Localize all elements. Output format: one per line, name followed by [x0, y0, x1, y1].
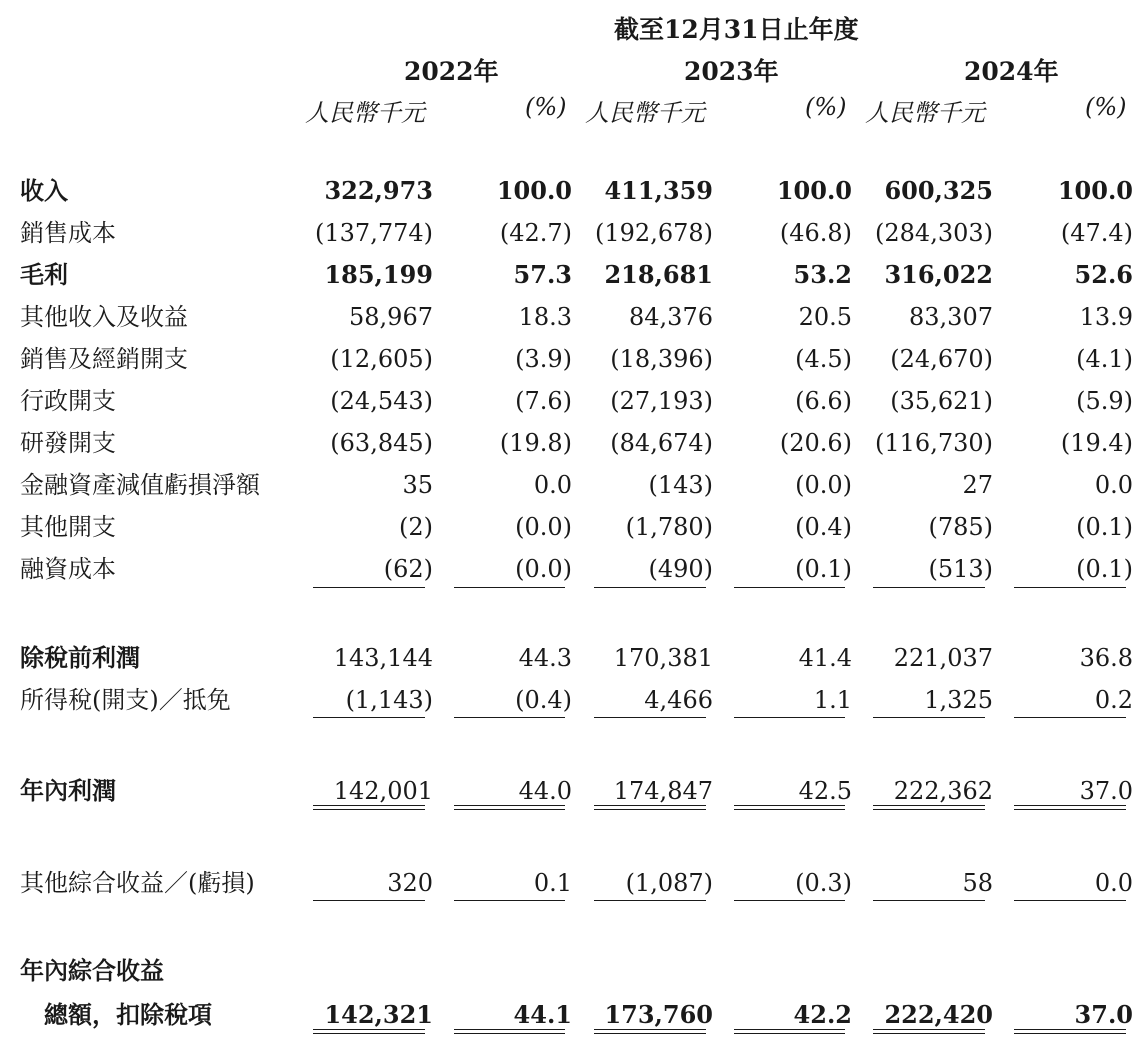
row-label: 除稅前利潤 [20, 643, 140, 672]
cell-amount-2024: 83,307 [909, 303, 993, 331]
underline-rule-amount-2022 [313, 900, 425, 901]
double-rule-amount-2023 [594, 805, 706, 810]
cell-amount-2022: 322,973 [324, 176, 433, 205]
unit-pct-2022: (%) [525, 93, 567, 121]
cell-pct-2022: (42.7) [499, 219, 572, 247]
double-rule-pct-2022 [454, 805, 565, 810]
row-label: 行政開支 [20, 387, 116, 415]
cell-pct-2024: 52.6 [1074, 260, 1133, 289]
year-2022-header: 2022年 [404, 57, 499, 86]
row-label: 所得稅(開支)／抵免 [20, 686, 231, 714]
row-label: 毛利 [20, 260, 68, 289]
unit-amount-2024: 人民幣千元 [865, 99, 985, 127]
cell-amount-2022: (12,605) [330, 345, 433, 373]
underline-rule-amount-2023 [594, 587, 706, 588]
cell-pct-2023: (0.3) [795, 869, 852, 897]
table-row [0, 774, 1146, 808]
cell-amount-2023: (84,674) [610, 429, 713, 457]
cell-pct-2022: 0.0 [533, 471, 572, 499]
table-row [0, 216, 1146, 250]
unit-pct-2024: (%) [1085, 93, 1127, 121]
cell-pct-2022: (3.9) [515, 345, 572, 373]
cell-pct-2023: (46.8) [779, 219, 852, 247]
cell-amount-2022: (63,845) [330, 429, 433, 457]
table-row [0, 300, 1146, 334]
cell-pct-2024: 37.0 [1079, 777, 1133, 805]
cell-pct-2024: 100.0 [1057, 176, 1133, 205]
cell-pct-2024: (0.1) [1076, 555, 1133, 583]
underline-rule-pct-2024 [1014, 900, 1126, 901]
cell-amount-2024: 222,362 [893, 777, 993, 805]
cell-amount-2022: 142,001 [333, 777, 433, 805]
cell-pct-2023: (6.6) [795, 387, 852, 415]
row-label: 其他收入及收益 [20, 303, 188, 331]
cell-pct-2024: 0.0 [1094, 869, 1133, 897]
cell-pct-2023: 1.1 [813, 686, 852, 714]
cell-pct-2022: 100.0 [496, 176, 572, 205]
table-row [0, 510, 1146, 544]
table-row [0, 342, 1146, 376]
underline-rule-pct-2023 [734, 717, 845, 718]
cell-amount-2022: (2) [399, 513, 433, 541]
cell-pct-2023: 42.5 [798, 777, 852, 805]
cell-amount-2024: 600,325 [884, 176, 993, 205]
cell-pct-2022: 0.1 [533, 869, 572, 897]
row-label: 銷售成本 [20, 219, 116, 247]
double-rule-pct-2022 [454, 1029, 565, 1034]
unit-pct-2023: (%) [805, 93, 847, 121]
cell-pct-2024: 13.9 [1079, 303, 1133, 331]
table-row [0, 998, 1146, 1032]
cell-pct-2022: (7.6) [515, 387, 572, 415]
cell-amount-2022: (137,774) [315, 219, 433, 247]
cell-pct-2022: 44.0 [518, 777, 572, 805]
cell-pct-2023: 53.2 [793, 260, 852, 289]
row-label: 其他綜合收益／(虧損) [20, 869, 255, 897]
cell-pct-2023: (0.4) [795, 513, 852, 541]
table-row [0, 258, 1146, 292]
cell-amount-2022: (1,143) [345, 686, 433, 714]
table-row [0, 384, 1146, 418]
cell-amount-2022: (62) [383, 555, 433, 583]
underline-rule-amount-2023 [594, 717, 706, 718]
row-label: 總額，扣除稅項 [20, 1000, 212, 1029]
cell-pct-2023: 42.2 [793, 1000, 852, 1029]
period-header: 截至12月31日止年度 [614, 15, 859, 44]
cell-pct-2024: (5.9) [1076, 387, 1133, 415]
double-rule-amount-2024 [873, 1029, 985, 1034]
double-rule-amount-2022 [313, 805, 425, 810]
table-row [0, 552, 1146, 586]
table-row [0, 954, 1146, 988]
double-rule-amount-2023 [594, 1029, 706, 1034]
double-rule-pct-2023 [734, 1029, 845, 1034]
row-label: 研發開支 [20, 429, 116, 457]
cell-amount-2024: (116,730) [875, 429, 993, 457]
cell-pct-2022: (0.0) [515, 555, 572, 583]
table-row [0, 174, 1146, 208]
underline-rule-amount-2022 [313, 717, 425, 718]
cell-amount-2023: 84,376 [629, 303, 713, 331]
double-rule-pct-2023 [734, 805, 845, 810]
cell-pct-2024: (4.1) [1076, 345, 1133, 373]
cell-pct-2023: (20.6) [779, 429, 852, 457]
cell-amount-2023: (490) [648, 555, 713, 583]
table-row [0, 468, 1146, 502]
cell-pct-2022: 18.3 [518, 303, 572, 331]
table-row [0, 683, 1146, 717]
cell-pct-2023: 41.4 [798, 644, 852, 672]
cell-pct-2022: (19.8) [499, 429, 572, 457]
underline-rule-amount-2024 [873, 717, 985, 718]
cell-amount-2023: 174,847 [613, 777, 713, 805]
cell-pct-2024: 37.0 [1074, 1000, 1133, 1029]
row-label: 金融資產減值虧損淨額 [20, 471, 260, 499]
cell-pct-2023: 100.0 [776, 176, 852, 205]
cell-amount-2023: (1,780) [625, 513, 713, 541]
cell-pct-2024: (19.4) [1060, 429, 1133, 457]
double-rule-amount-2022 [313, 1029, 425, 1034]
cell-amount-2022: 142,321 [324, 1000, 433, 1029]
cell-amount-2024: 27 [962, 471, 993, 499]
year-2024-header: 2024年 [964, 57, 1059, 86]
cell-pct-2024: 0.2 [1094, 686, 1133, 714]
table-row [0, 641, 1146, 675]
underline-rule-pct-2022 [454, 900, 565, 901]
cell-pct-2022: 57.3 [513, 260, 572, 289]
cell-amount-2023: (18,396) [610, 345, 713, 373]
cell-amount-2024: 316,022 [884, 260, 993, 289]
cell-amount-2023: (27,193) [610, 387, 713, 415]
cell-amount-2024: 221,037 [893, 644, 993, 672]
cell-amount-2024: (284,303) [875, 219, 993, 247]
cell-pct-2022: (0.0) [515, 513, 572, 541]
underline-rule-pct-2023 [734, 900, 845, 901]
cell-amount-2022: 58,967 [349, 303, 433, 331]
cell-amount-2024: 1,325 [924, 686, 993, 714]
unit-amount-2022: 人民幣千元 [305, 99, 425, 127]
underline-rule-pct-2022 [454, 587, 565, 588]
unit-amount-2023: 人民幣千元 [585, 99, 705, 127]
cell-pct-2022: (0.4) [515, 686, 572, 714]
cell-amount-2023: 218,681 [604, 260, 713, 289]
double-rule-amount-2024 [873, 805, 985, 810]
underline-rule-amount-2023 [594, 900, 706, 901]
table-row [0, 426, 1146, 460]
underline-rule-pct-2024 [1014, 717, 1126, 718]
cell-amount-2022: 143,144 [333, 644, 433, 672]
cell-amount-2024: (35,621) [890, 387, 993, 415]
table-row [0, 866, 1146, 900]
underline-rule-pct-2024 [1014, 587, 1126, 588]
cell-amount-2024: (513) [928, 555, 993, 583]
cell-pct-2023: 20.5 [798, 303, 852, 331]
cell-amount-2023: 170,381 [613, 644, 713, 672]
cell-amount-2024: 222,420 [884, 1000, 993, 1029]
cell-pct-2023: (4.5) [795, 345, 852, 373]
cell-pct-2024: (47.4) [1060, 219, 1133, 247]
cell-amount-2024: (24,670) [890, 345, 993, 373]
cell-amount-2023: (192,678) [595, 219, 713, 247]
row-label: 其他開支 [20, 513, 116, 541]
cell-pct-2023: (0.1) [795, 555, 852, 583]
cell-pct-2024: (0.1) [1076, 513, 1133, 541]
row-label: 收入 [20, 176, 68, 205]
cell-amount-2022: 185,199 [324, 260, 433, 289]
cell-amount-2023: 411,359 [604, 176, 713, 205]
cell-amount-2024: (785) [928, 513, 993, 541]
cell-amount-2022: 320 [387, 869, 433, 897]
underline-rule-pct-2022 [454, 717, 565, 718]
row-label: 年內綜合收益 [20, 956, 164, 985]
row-label: 銷售及經銷開支 [20, 345, 188, 373]
row-label: 融資成本 [20, 555, 116, 583]
cell-pct-2022: 44.1 [513, 1000, 572, 1029]
cell-pct-2024: 36.8 [1079, 644, 1133, 672]
double-rule-pct-2024 [1014, 805, 1126, 810]
cell-pct-2022: 44.3 [518, 644, 572, 672]
cell-pct-2023: (0.0) [795, 471, 852, 499]
underline-rule-amount-2024 [873, 587, 985, 588]
underline-rule-amount-2024 [873, 900, 985, 901]
cell-amount-2022: 35 [402, 471, 433, 499]
cell-amount-2023: 173,760 [604, 1000, 713, 1029]
cell-amount-2023: (143) [648, 471, 713, 499]
underline-rule-pct-2023 [734, 587, 845, 588]
row-label: 年內利潤 [20, 776, 116, 805]
double-rule-pct-2024 [1014, 1029, 1126, 1034]
cell-amount-2023: 4,466 [644, 686, 713, 714]
cell-pct-2024: 0.0 [1094, 471, 1133, 499]
cell-amount-2024: 58 [962, 869, 993, 897]
underline-rule-amount-2022 [313, 587, 425, 588]
year-2023-header: 2023年 [684, 57, 779, 86]
cell-amount-2023: (1,087) [625, 869, 713, 897]
cell-amount-2022: (24,543) [330, 387, 433, 415]
